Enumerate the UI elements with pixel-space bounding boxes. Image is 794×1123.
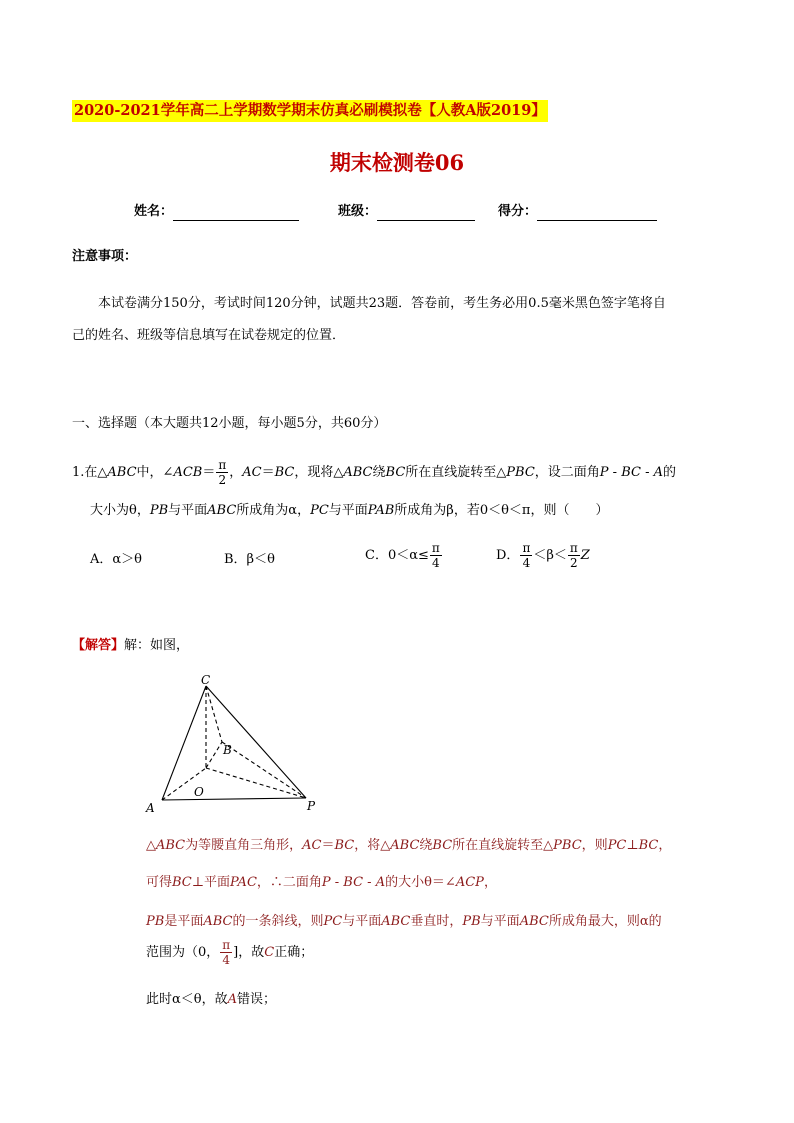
sol-text: 此时α＜θ，故 xyxy=(146,992,228,1007)
edge-ca xyxy=(162,686,206,800)
sol-text: ⊥ xyxy=(626,838,639,853)
section-heading: 一、选择题（本大题共12小题，每小题5分，共60分） xyxy=(72,416,387,431)
sol-var: ABC xyxy=(156,838,186,853)
sol-var: ABC xyxy=(390,838,420,853)
option-d xyxy=(496,541,590,570)
sol-var: PC xyxy=(607,838,627,853)
q1-var: PC xyxy=(310,503,329,518)
q1-text: 所成角为β，若0＜θ＜π，则（ ） xyxy=(394,503,609,518)
q1-var: ABC xyxy=(343,465,373,480)
option-b: B．β＜θ xyxy=(224,552,275,567)
sol-text: 垂直时， xyxy=(410,914,463,929)
label-c: C xyxy=(201,673,211,687)
q1-var: BC xyxy=(385,465,406,480)
solution-line-1 xyxy=(146,836,671,856)
q1-text: 所成角为α， xyxy=(236,503,311,518)
sol-text: 的大小θ＝∠ xyxy=(385,875,456,890)
sol-text: 绕 xyxy=(419,838,433,853)
sol-var: BC xyxy=(432,838,453,853)
sol-text: 正确； xyxy=(274,945,314,960)
notes-line-2: 己的姓名、班级等信息填写在试卷规定的位置． xyxy=(72,328,346,343)
q1-var: PB xyxy=(149,503,169,518)
q1-text: 与平面 xyxy=(168,503,208,518)
fraction-pi-over-2 xyxy=(568,541,580,570)
score-label: 得分： xyxy=(498,204,538,219)
name-field xyxy=(134,203,299,221)
q1-text: ＝ xyxy=(261,465,275,480)
score-blank xyxy=(537,206,657,221)
solution-line-2 xyxy=(146,873,497,893)
option-c xyxy=(365,541,443,570)
q1-text: ， xyxy=(229,465,243,480)
q1-text: 1.在△ xyxy=(72,465,108,480)
header-banner: 2020-2021学年高二上学期数学期末仿真必刷模拟卷【人教A版2019】 xyxy=(72,100,548,122)
sol-var: PBC xyxy=(553,838,582,853)
class-blank xyxy=(377,206,475,221)
option-a: A．α＞θ xyxy=(90,552,142,567)
q1-var: PBC xyxy=(506,465,535,480)
numerator: π xyxy=(431,541,440,555)
fraction-pi-over-4 xyxy=(520,541,532,570)
sol-text: ， xyxy=(658,838,672,853)
q1-text: ，现将△ xyxy=(294,465,344,480)
sol-var: A xyxy=(227,992,237,1007)
sol-var: BC xyxy=(172,875,192,890)
sol-var: ACP xyxy=(455,875,484,890)
sol-var: ABC xyxy=(519,914,549,929)
sol-var: ABC xyxy=(203,914,233,929)
label-p: P xyxy=(307,799,316,813)
edge-cp xyxy=(206,686,306,798)
sol-text: ，将△ xyxy=(354,838,391,853)
option-d-text: Z xyxy=(580,548,590,563)
answer-intro: 解：如图， xyxy=(124,638,190,653)
sol-text: 范围为（0， xyxy=(146,945,220,960)
sol-text: 所在直线旋转至△ xyxy=(452,838,554,853)
class-field xyxy=(338,203,475,221)
q1-text: 中，∠ xyxy=(136,465,174,480)
option-d-text: D． xyxy=(496,548,520,563)
sol-var: ABC xyxy=(381,914,411,929)
numerator: π xyxy=(222,938,231,952)
sol-var: PB xyxy=(146,914,165,929)
solution-line-4 xyxy=(146,938,313,967)
q1-text: ＝ xyxy=(202,465,216,480)
fraction-pi-over-2 xyxy=(216,458,228,487)
q1-var: BC xyxy=(274,465,295,480)
geometry-figure xyxy=(140,668,330,818)
q1-text: 大小为θ， xyxy=(90,503,150,518)
edge-op xyxy=(206,768,306,798)
denominator: 4 xyxy=(522,556,531,570)
sol-var: PC xyxy=(323,914,343,929)
label-b: B xyxy=(223,743,232,757)
sol-var: PB xyxy=(462,914,481,929)
sol-text: 错误； xyxy=(237,992,277,1007)
sol-var: P - BC - A xyxy=(321,875,386,890)
q1-text: 的 xyxy=(663,465,677,480)
sol-text: ⊥平面 xyxy=(191,875,230,890)
option-d-text: ＜β＜ xyxy=(533,548,567,563)
solution-line-3 xyxy=(146,912,662,932)
sol-var: C xyxy=(264,945,275,960)
sol-text: 可得 xyxy=(146,875,173,890)
sol-text: 为等腰直角三角形， xyxy=(185,838,303,853)
sol-var: PAC xyxy=(230,875,257,890)
label-o: O xyxy=(194,785,204,799)
sol-text: 的一条斜线，则 xyxy=(232,914,324,929)
solution-line-5 xyxy=(146,990,276,1010)
q1-var: AC xyxy=(242,465,262,480)
option-c-text: C．0＜α≤ xyxy=(365,548,429,563)
label-a: A xyxy=(146,801,155,815)
sol-text: △ xyxy=(146,838,156,853)
q1-text: ，设二面角 xyxy=(534,465,600,480)
q1-var: ABC xyxy=(207,503,237,518)
numerator: π xyxy=(218,458,227,472)
name-label: 姓名： xyxy=(134,204,174,219)
q1-var: P - BC - A xyxy=(599,465,663,480)
sol-text: ， xyxy=(483,875,497,890)
sol-text: 所成角最大，则α的 xyxy=(548,914,662,929)
sol-text: ，∴二面角 xyxy=(256,875,322,890)
fraction-pi-over-4 xyxy=(220,938,232,967)
q1-text: 所在直线旋转至△ xyxy=(405,465,507,480)
score-field xyxy=(498,203,657,221)
denominator: 4 xyxy=(222,953,231,967)
sol-var: BC xyxy=(638,838,659,853)
denominator: 2 xyxy=(218,473,227,487)
sol-text: ，则 xyxy=(581,838,608,853)
fraction-pi-over-4 xyxy=(430,541,442,570)
numerator: π xyxy=(522,541,531,555)
name-blank xyxy=(173,206,299,221)
page-title: 期末检测卷06 xyxy=(329,150,465,175)
sol-var: AC xyxy=(302,838,322,853)
sol-var: BC xyxy=(334,838,355,853)
numerator: π xyxy=(569,541,578,555)
q1-var: ABC xyxy=(107,465,137,480)
sol-text: ]，故 xyxy=(233,945,265,960)
answer-heading xyxy=(72,636,189,656)
sol-text: 与平面 xyxy=(342,914,382,929)
denominator: 4 xyxy=(432,556,440,570)
sol-text: ＝ xyxy=(321,838,335,853)
question-1-line-2 xyxy=(90,501,608,521)
notes-line-1: 本试卷满分150分，考试时间120分钟，试题共23题．答卷前，考生务必用0.5毫米黑色签字笔将自 xyxy=(98,296,666,311)
q1-var: ACB xyxy=(173,465,203,480)
denominator: 2 xyxy=(569,556,578,570)
sol-text: 与平面 xyxy=(480,914,520,929)
edge-ap xyxy=(162,798,306,800)
sol-text: 是平面 xyxy=(164,914,204,929)
q1-text: 与平面 xyxy=(328,503,368,518)
edge-ob xyxy=(206,742,222,768)
class-label: 班级： xyxy=(338,204,378,219)
q1-var: PAB xyxy=(367,503,395,518)
q1-text: 绕 xyxy=(372,465,386,480)
question-1-line-1 xyxy=(72,458,676,487)
notes-heading: 注意事项： xyxy=(72,249,138,264)
answer-label: 【解答】 xyxy=(72,638,125,653)
